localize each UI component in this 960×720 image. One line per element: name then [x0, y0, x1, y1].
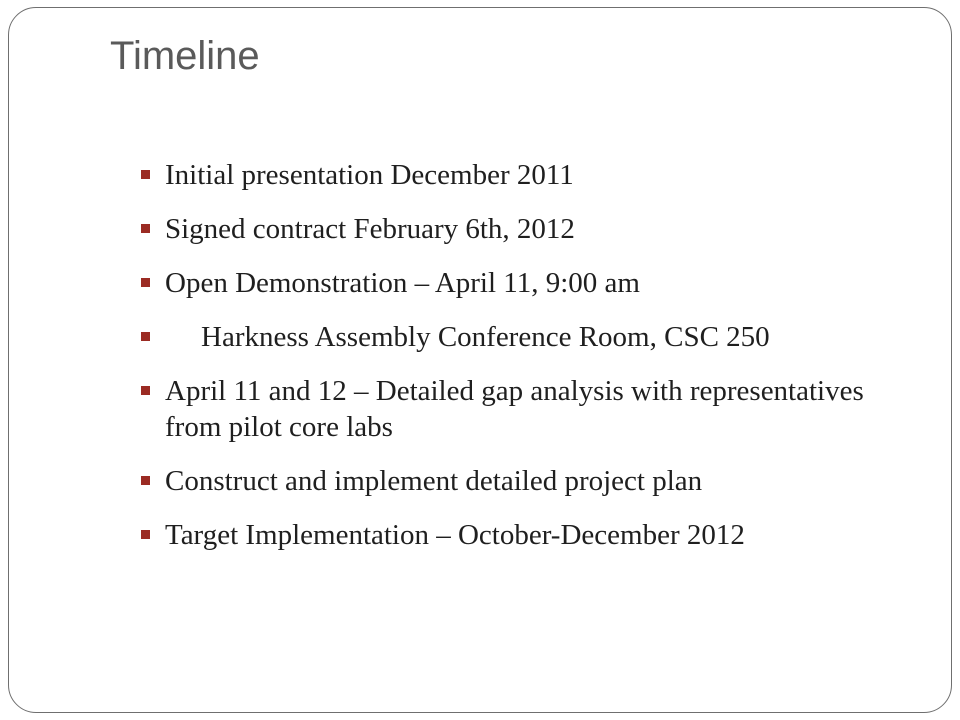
square-bullet-icon: [141, 332, 150, 341]
bullet-item: [137, 211, 927, 247]
bullet-text: Target Implementation – October-December 2012: [165, 519, 745, 551]
bullet-text: Initial presentation December 2011: [165, 159, 574, 191]
square-bullet-icon: [141, 530, 150, 539]
square-bullet-icon: [141, 224, 150, 233]
bullet-list: [137, 157, 927, 571]
bullet-item: [137, 319, 927, 355]
square-bullet-icon: [141, 476, 150, 485]
bullet-text: Harkness Assembly Conference Room, CSC 250: [201, 321, 770, 353]
bullet-item: [137, 157, 927, 193]
bullet-text: April 11 and 12 – Detailed gap analysis with representatives from pilot core labs: [165, 375, 864, 443]
bullet-item: [137, 517, 927, 553]
slide-title: Timeline: [110, 34, 260, 78]
bullet-item: [137, 373, 927, 445]
bullet-text: Signed contract February 6th, 2012: [165, 213, 575, 245]
bullet-text: Construct and implement detailed project plan: [165, 465, 703, 497]
square-bullet-icon: [141, 386, 150, 395]
bullet-text: Open Demonstration – April 11, 9:00 am: [165, 267, 640, 299]
square-bullet-icon: [141, 170, 150, 179]
bullet-item: [137, 463, 927, 499]
bullet-item: [137, 265, 927, 301]
square-bullet-icon: [141, 278, 150, 287]
